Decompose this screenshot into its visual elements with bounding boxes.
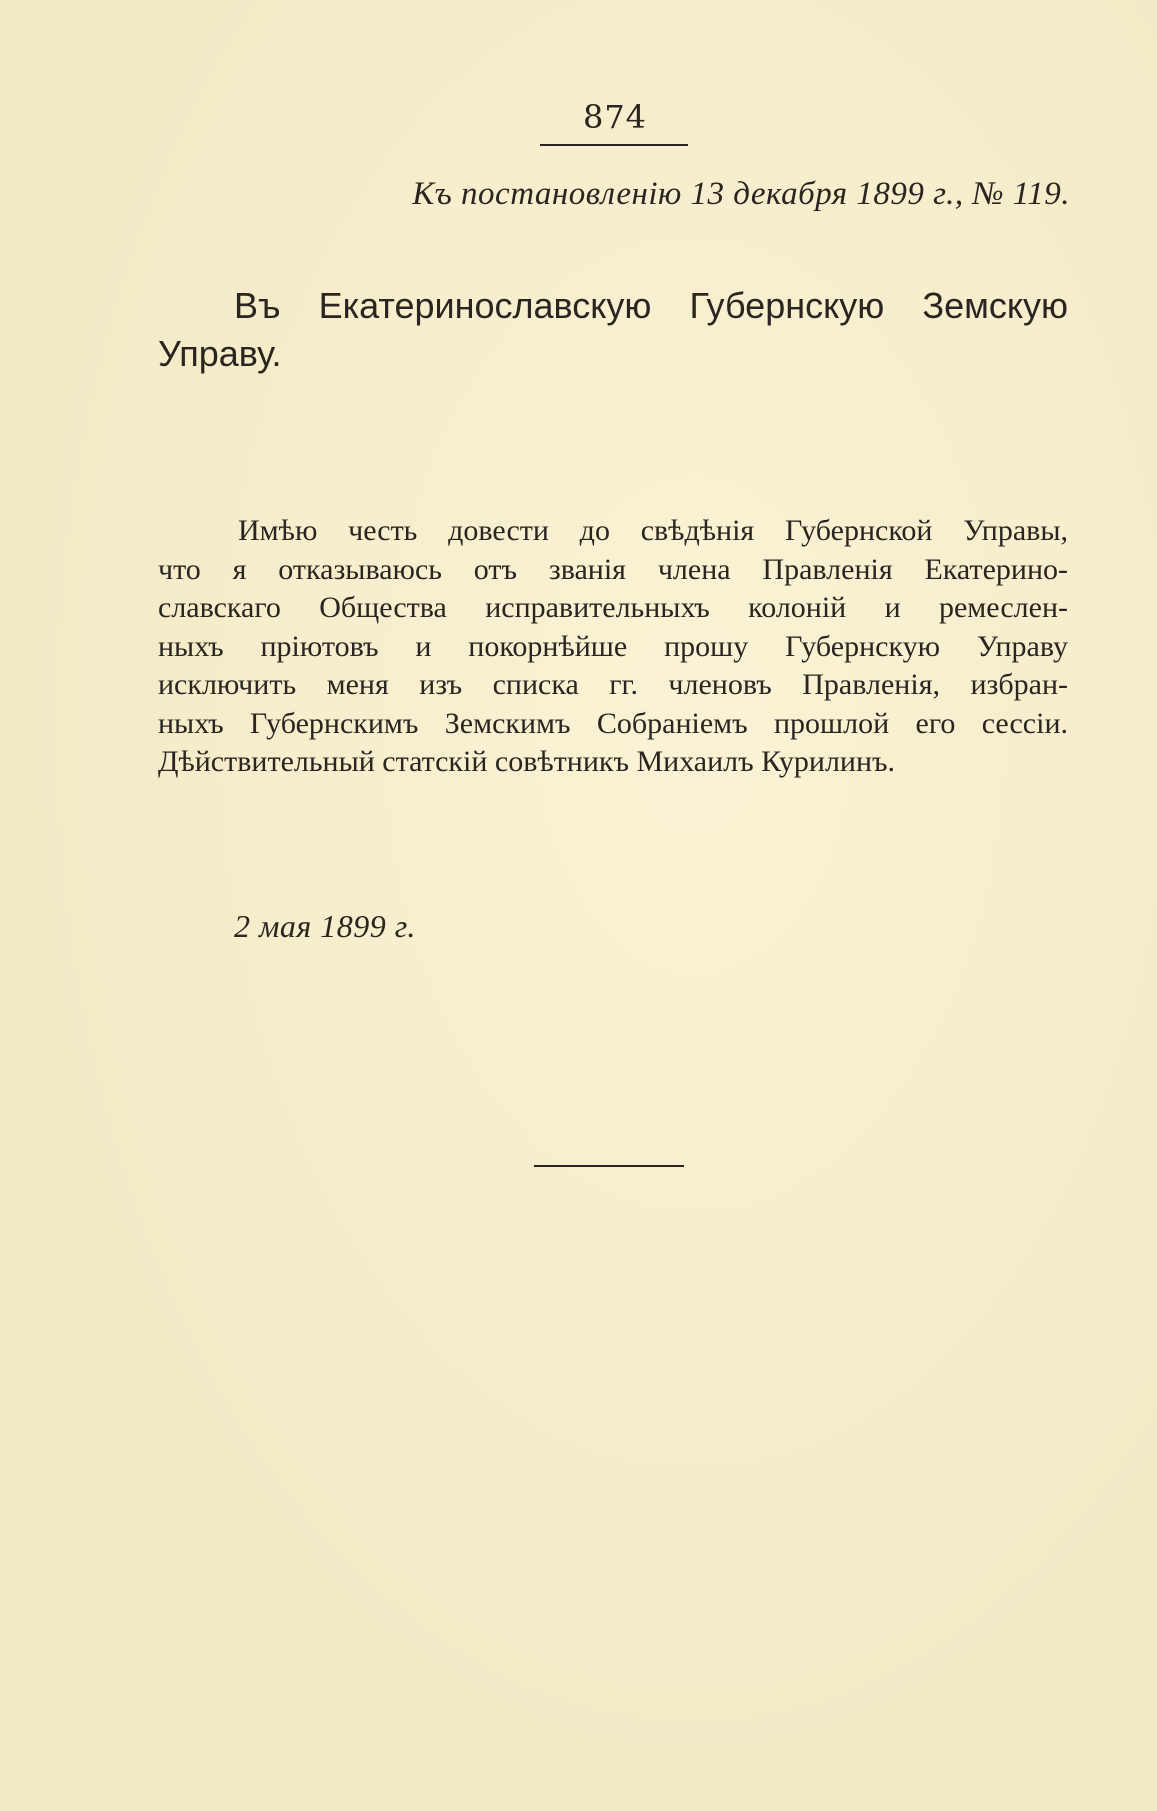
letter-line: ныхъ пріютовъ и покорнѣйше прошу Губернскую Управу — [158, 629, 1068, 663]
page-number: 874 — [582, 98, 648, 136]
addressee-line-2: Управу. — [158, 333, 282, 374]
letter-signature-line: Дѣйствительный статскій совѣтникъ Михаилъ Курилинъ. — [158, 745, 896, 778]
letter-line: ныхъ Губернскимъ Земскимъ Собраніемъ прошлой его сессіи. — [158, 706, 1068, 740]
letter-date: 2 мая 1899 г. — [234, 908, 416, 944]
closing-rule — [534, 1165, 684, 1167]
page-number-underline — [540, 144, 688, 146]
addressee-line-1: Въ Екатеринославскую Губернскую Земскую — [234, 285, 1068, 326]
letter-line: Имѣю честь довести до свѣдѣнія Губернской Управы, — [238, 514, 1068, 547]
letter-line: исключить меня изъ списка гг. членовъ Правленія, избран- — [158, 668, 1068, 701]
letter-line: что я отказываюсь отъ званія члена Правленія Екатерино- — [158, 552, 1068, 586]
letter-body — [158, 512, 1068, 782]
letter-line: славскаго Общества исправительныхъ колоній и ремеслен- — [158, 591, 1068, 624]
addressee-block — [158, 282, 1068, 378]
resolution-reference: Къ постановленію 13 декабря 1899 г., № 119. — [412, 176, 1070, 212]
